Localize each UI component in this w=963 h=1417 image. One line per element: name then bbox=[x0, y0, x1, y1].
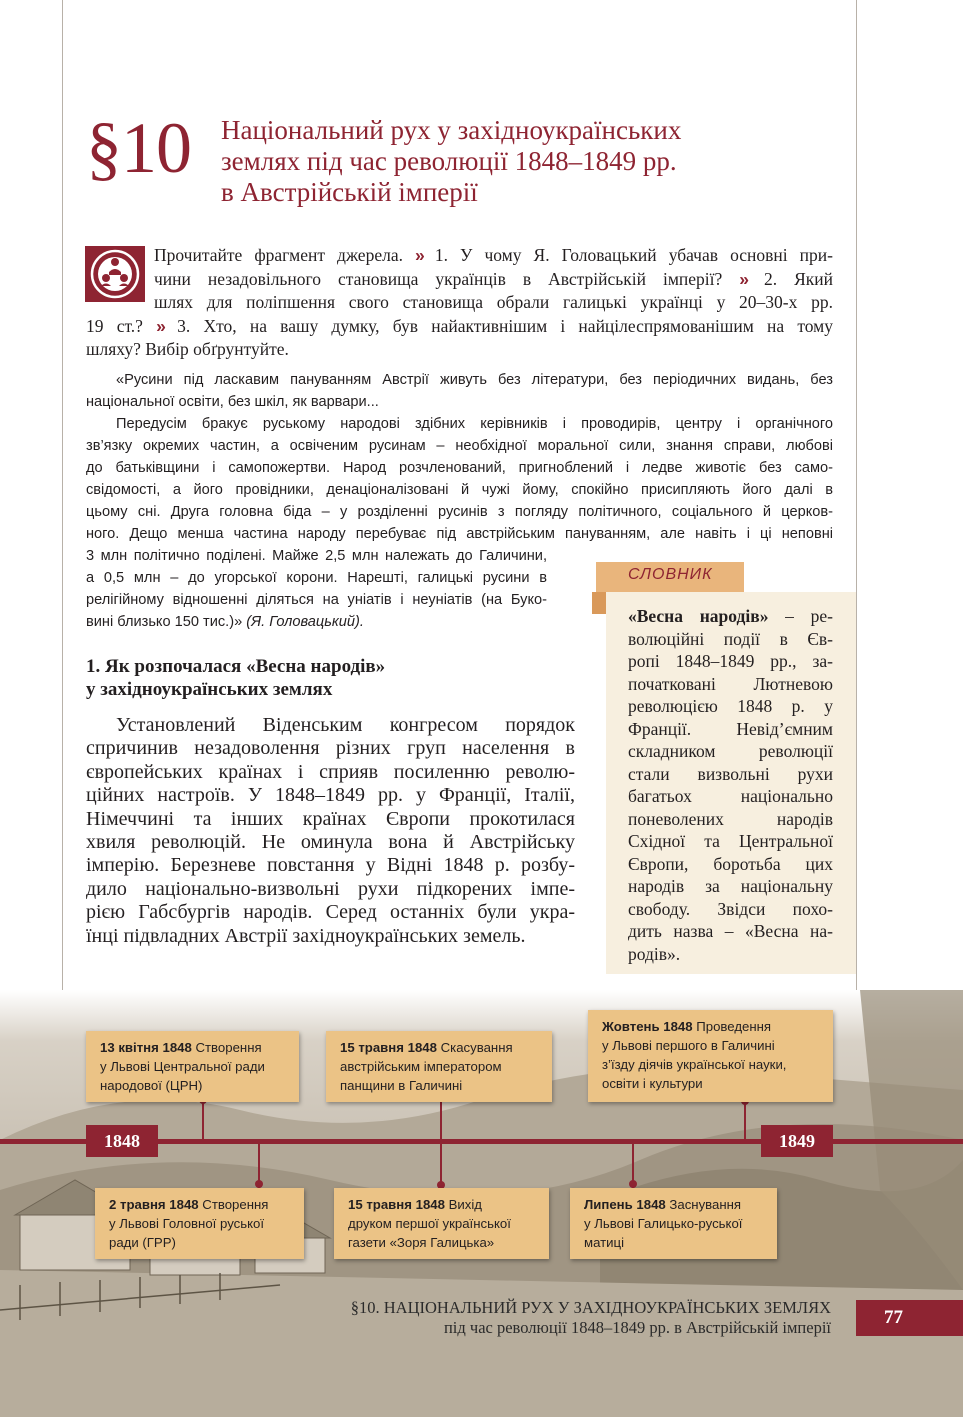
timeline-start-year: 1848 bbox=[86, 1125, 158, 1157]
event-date: 13 квітня 1848 bbox=[100, 1040, 192, 1055]
event-line: австрійським імператором bbox=[340, 1059, 502, 1074]
task-line: шляху? Вибір обґрунтуйте. bbox=[86, 339, 289, 359]
body-line: рією Габсбургів народів. Серед останніх були укра- bbox=[86, 901, 575, 924]
glossary-line: Франції. Невід’ємним bbox=[628, 718, 833, 739]
event-date: 15 травня 1848 bbox=[340, 1040, 437, 1055]
source-line: «Русини під ласкавим пануванням Австрії живуть без літератури, без періодичних видань, без bbox=[116, 372, 833, 388]
timeline-event bbox=[86, 1031, 299, 1102]
glossary-line: родів». bbox=[628, 943, 681, 964]
source-attribution: (Я. Головацький). bbox=[246, 614, 364, 630]
event-line: 15 травня 1848 Скасування bbox=[340, 1040, 513, 1055]
event-line: панщини в Галичині bbox=[340, 1078, 463, 1093]
timeline-event bbox=[334, 1188, 549, 1259]
glossary-line: Східної та Центральної bbox=[628, 831, 833, 851]
source-line: національної освіти, без шкіл, як варвари... bbox=[86, 394, 379, 410]
event-line: газети «Зоря Галицька» bbox=[348, 1235, 495, 1250]
glossary-label: СЛОВНИК bbox=[628, 566, 713, 583]
timeline-connector bbox=[744, 1100, 746, 1140]
source-line: вині близько 150 тис.)» (Я. Головацький). bbox=[86, 614, 364, 630]
glossary-line: Європи, боротьба цих bbox=[628, 853, 833, 874]
event-line: Липень 1848 Заснування bbox=[584, 1197, 742, 1212]
task-line: Прочитайте фрагмент джерела. » 1. У чому Я. Головацький убачав основні при- bbox=[154, 245, 833, 265]
timeline-connector bbox=[202, 1100, 204, 1140]
body-line: імперію. Березневе повстання у Відні 1848 р. розбу- bbox=[86, 854, 575, 877]
body-line: дило національно-визвольні рухи підкорених імпе- bbox=[86, 877, 575, 900]
left-margin-line bbox=[62, 0, 63, 990]
section-body bbox=[86, 714, 575, 948]
running-footer bbox=[351, 1298, 831, 1338]
source-line: ного. Дещо менша частина народу перебуває під австрійським пануванням, але навіть і ці неповні bbox=[86, 526, 833, 542]
event-line: у Львові першого в Галичині bbox=[602, 1038, 775, 1053]
source-line: релігійному відношенні діляться на уніатів і неуніатів (на Буко- bbox=[86, 592, 547, 608]
glossary-line: волюційні події в Єв- bbox=[628, 628, 833, 649]
event-line: освіти і культури bbox=[602, 1076, 703, 1091]
event-date: 2 травня 1848 bbox=[109, 1197, 199, 1212]
event-line: 2 травня 1848 Створення bbox=[109, 1197, 269, 1212]
source-line: а 0,5 млн – до угорської корони. Нарешті, галицькі русини в bbox=[86, 570, 547, 586]
timeline-event bbox=[588, 1010, 833, 1102]
footer-line: §10. НАЦІОНАЛЬНИЙ РУХ У ЗАХІДНОУКРАЇНСЬКИХ ЗЕМЛЯХ bbox=[350, 1298, 831, 1317]
source-line: зв’язку окремих частин, а освіченим русинам – необхідної моральної сили, знання справи, любові bbox=[86, 438, 833, 454]
body-line: їнці підвладних Австрії західноукраїнських земель. bbox=[86, 924, 526, 947]
paragraph-title bbox=[221, 115, 841, 208]
body-line: Установлений Віденським конгресом порядок bbox=[116, 714, 575, 736]
event-line: народової (ЦРН) bbox=[100, 1078, 203, 1093]
footer-line: під час революції 1848–1849 рр. в Австрійській імперії bbox=[443, 1318, 831, 1337]
section-heading-line: 1. Як розпочалася «Весна народів» bbox=[86, 656, 386, 677]
glossary-term: «Весна народів» bbox=[628, 606, 769, 626]
glossary-line: складником революції bbox=[628, 741, 833, 761]
timeline-connector bbox=[440, 1094, 442, 1189]
event-line: у Львові Головної руської bbox=[109, 1216, 265, 1231]
task-line: 19 ст.? » 3. Хто, на вашу думку, був найактивнішим і найцілеспрямованішим на тому bbox=[86, 315, 833, 336]
title-line: в Австрійській імперії bbox=[221, 177, 478, 207]
body-line: Німеччині та інших країнах Європи прокотилася bbox=[86, 807, 575, 830]
glossary-line: революцією 1848 р. у bbox=[628, 696, 833, 716]
task-line: шлях для поліпшення свого становища обрали галицькі українці у 20–30-х рр. bbox=[154, 292, 833, 312]
source-line: свідомості, а його провідники, денаціоналізовані й чужі йому, спокійно присипляють його далі в bbox=[86, 482, 833, 498]
event-line: друком першої української bbox=[348, 1216, 511, 1231]
page-number: 77 bbox=[856, 1300, 963, 1336]
source-line: цьому сні. Друга головна біда – у розділенні русинів з погляду політичного, соціального й церков- bbox=[86, 504, 833, 520]
timeline-event bbox=[326, 1031, 552, 1102]
glossary-tab-fold bbox=[592, 592, 606, 614]
task-questions bbox=[86, 244, 833, 362]
source-line: до батьківщини і самопожертви. Народ розчленований, пригноблений і ледве животіє без само- bbox=[86, 460, 833, 476]
body-line: спричинив незадоволення різних груп населення в bbox=[86, 737, 575, 760]
timeline-dot bbox=[255, 1180, 263, 1188]
title-line: землях під час революції 1848–1849 рр. bbox=[221, 146, 677, 176]
event-line: ради (ГРР) bbox=[109, 1235, 176, 1250]
event-date: Липень 1848 bbox=[584, 1197, 666, 1212]
event-line: 15 травня 1848 Вихід bbox=[348, 1197, 482, 1212]
body-line: європейських країнах і сприяв посиленню револю- bbox=[86, 760, 575, 783]
timeline-event bbox=[570, 1188, 777, 1259]
source-line: Передусім бракує руському народові здібних керівників і проводирів, центру і органічного bbox=[116, 416, 833, 432]
event-line: Жовтень 1848 Проведення bbox=[602, 1019, 772, 1034]
event-date: 15 травня 1848 bbox=[348, 1197, 445, 1212]
section-heading-line: у західноукраїнських землях bbox=[86, 679, 333, 700]
event-line: у Львові Центральної ради bbox=[100, 1059, 265, 1074]
glossary-line: початковані Лютневою bbox=[628, 673, 833, 694]
chevron-marker-icon: » bbox=[156, 315, 164, 336]
chevron-marker-icon: » bbox=[739, 268, 747, 289]
event-line: з’їзду діячів української науки, bbox=[602, 1057, 787, 1072]
timeline-event bbox=[95, 1188, 304, 1259]
title-line: Національний рух у західноукраїнських bbox=[221, 115, 682, 145]
event-line: у Львові Галицько-руської bbox=[584, 1216, 743, 1231]
event-date: Жовтень 1848 bbox=[602, 1019, 693, 1034]
source-line: 3 млн політично поділені. Майже 2,5 млн належать до Галичини, bbox=[86, 548, 547, 564]
timeline-dot bbox=[629, 1180, 637, 1188]
glossary-line: свободу. Звідси похо- bbox=[628, 898, 833, 919]
timeline-end-year: 1849 bbox=[761, 1125, 833, 1157]
glossary-line: «Весна народів» – ре- bbox=[628, 606, 833, 626]
body-line: ційних настроїв. У 1848–1849 рр. у Франції, Італії, bbox=[86, 784, 575, 807]
glossary-definition bbox=[628, 605, 833, 965]
glossary-line: народів за національну bbox=[628, 876, 833, 896]
glossary-line: дить назва – «Весна на- bbox=[628, 921, 833, 941]
glossary-line: багатьох національно bbox=[628, 786, 833, 806]
glossary-line: ропі 1848–1849 рр., за- bbox=[628, 651, 833, 671]
event-line: матиці bbox=[584, 1235, 625, 1250]
task-line: чини незадовільного становища українців в Австрійській імперії? » 2. Який bbox=[154, 268, 834, 289]
glossary-line: поневолених народів bbox=[628, 808, 833, 829]
glossary-line: стали визвольні рухи bbox=[628, 763, 833, 784]
section-heading bbox=[86, 655, 556, 701]
body-line: хвиля революцій. Не оминула вона й Австрійську bbox=[86, 831, 575, 854]
paragraph-number: §10 bbox=[86, 108, 191, 188]
chevron-marker-icon: » bbox=[415, 245, 423, 265]
right-margin-line bbox=[856, 0, 857, 990]
event-line: 13 квітня 1848 Створення bbox=[100, 1040, 262, 1055]
